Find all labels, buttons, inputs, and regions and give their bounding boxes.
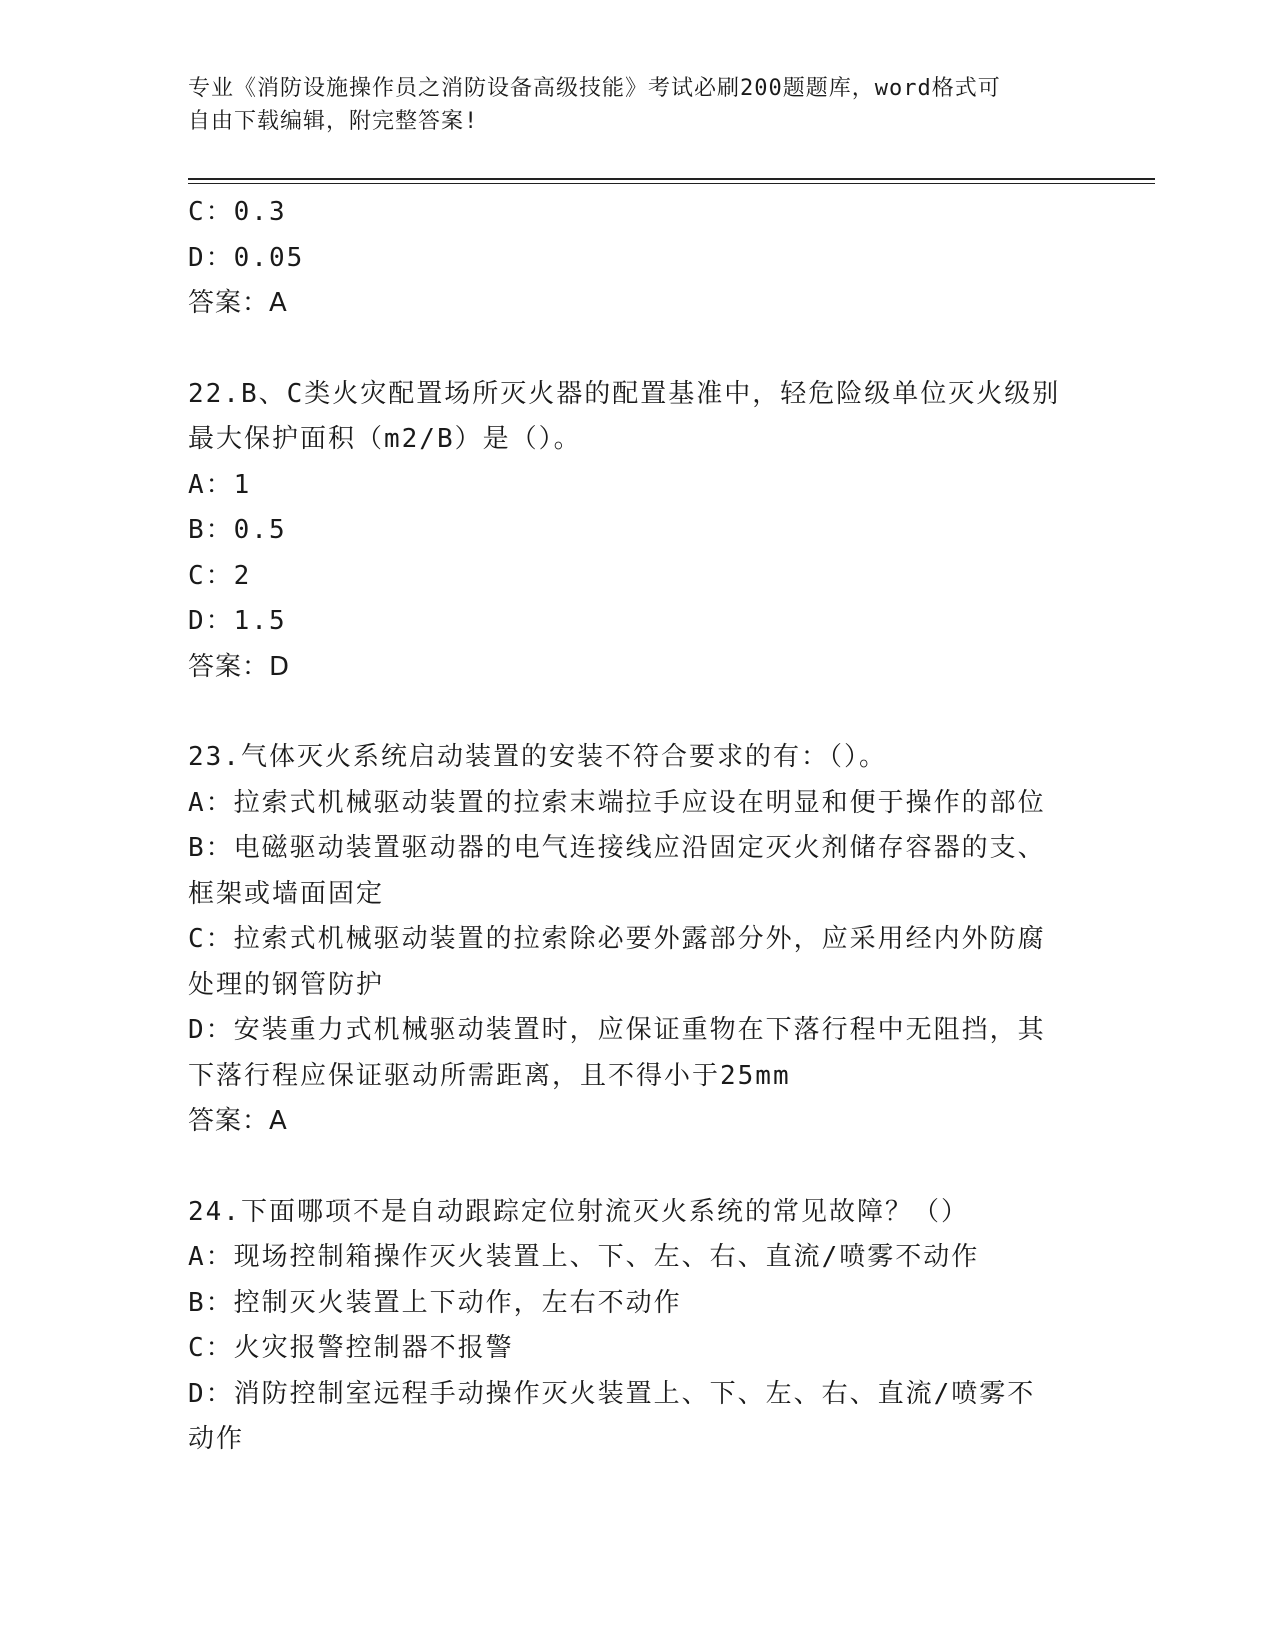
question-text: 24.下面哪项不是自动跟踪定位射流灭火系统的常见故障？（） bbox=[188, 1196, 969, 1227]
question-24 bbox=[188, 1190, 1148, 1463]
option-a: A：现场控制箱操作灭火装置上、下、左、右、直流/喷雾不动作 bbox=[188, 1242, 980, 1272]
option-b: B：电磁驱动装置驱动器的电气连接线应沿固定灭火剂储存容器的支、 bbox=[188, 833, 1046, 863]
header-line-1: 专业《消防设施操作员之消防设备高级技能》考试必刷200题题库，word格式可 bbox=[188, 76, 1001, 101]
option-a: A：拉索式机械驱动装置的拉索末端拉手应设在明显和便于操作的部位 bbox=[188, 787, 1046, 818]
answer: 答案：A bbox=[188, 288, 288, 318]
option-b-continued: 框架或墙面固定 bbox=[188, 878, 385, 909]
option-c: C：火灾报警控制器不报警 bbox=[188, 1333, 514, 1363]
option-c: C：2 bbox=[188, 560, 252, 591]
option-a: A：1 bbox=[188, 469, 252, 500]
option-d: D：消防控制室远程手动操作灭火装置上、下、左、右、直流/喷雾不 bbox=[188, 1378, 1036, 1409]
question-text: 最大保护面积（m2/B）是（）。 bbox=[188, 424, 582, 454]
option-b: B：0.5 bbox=[188, 515, 287, 545]
question-23 bbox=[188, 735, 1148, 1145]
option-d-continued: 下落行程应保证驱动所需距离，且不得小于25mm bbox=[188, 1060, 791, 1091]
document-body bbox=[188, 190, 1148, 1463]
option-d-continued: 动作 bbox=[188, 1424, 245, 1454]
question-21-tail bbox=[188, 190, 1148, 327]
question-text: 22.B、C类火灾配置场所灭火器的配置基准中，轻危险级单位灭火级别 bbox=[188, 378, 1061, 409]
option-c: C：拉索式机械驱动装置的拉索除必要外露部分外，应采用经内外防腐 bbox=[188, 924, 1046, 954]
answer: 答案：A bbox=[188, 1106, 288, 1136]
option-c-continued: 处理的钢管防护 bbox=[188, 969, 385, 1000]
option-d: D：1.5 bbox=[188, 606, 287, 636]
header-divider-thin bbox=[188, 183, 1155, 184]
answer: 答案：D bbox=[188, 651, 291, 682]
page-header bbox=[188, 72, 1088, 138]
question-22 bbox=[188, 372, 1148, 691]
option-b: B：控制灭火装置上下动作，左右不动作 bbox=[188, 1287, 682, 1318]
option-d: D：0.05 bbox=[188, 242, 305, 273]
option-d: D：安装重力式机械驱动装置时，应保证重物在下落行程中无阻挡，其 bbox=[188, 1015, 1046, 1045]
header-divider-thick bbox=[188, 178, 1155, 180]
question-text: 23.气体灭火系统启动装置的安装不符合要求的有：（）。 bbox=[188, 742, 887, 772]
header-line-2: 自由下载编辑，附完整答案! bbox=[188, 109, 479, 134]
option-c: C：0.3 bbox=[188, 197, 287, 227]
